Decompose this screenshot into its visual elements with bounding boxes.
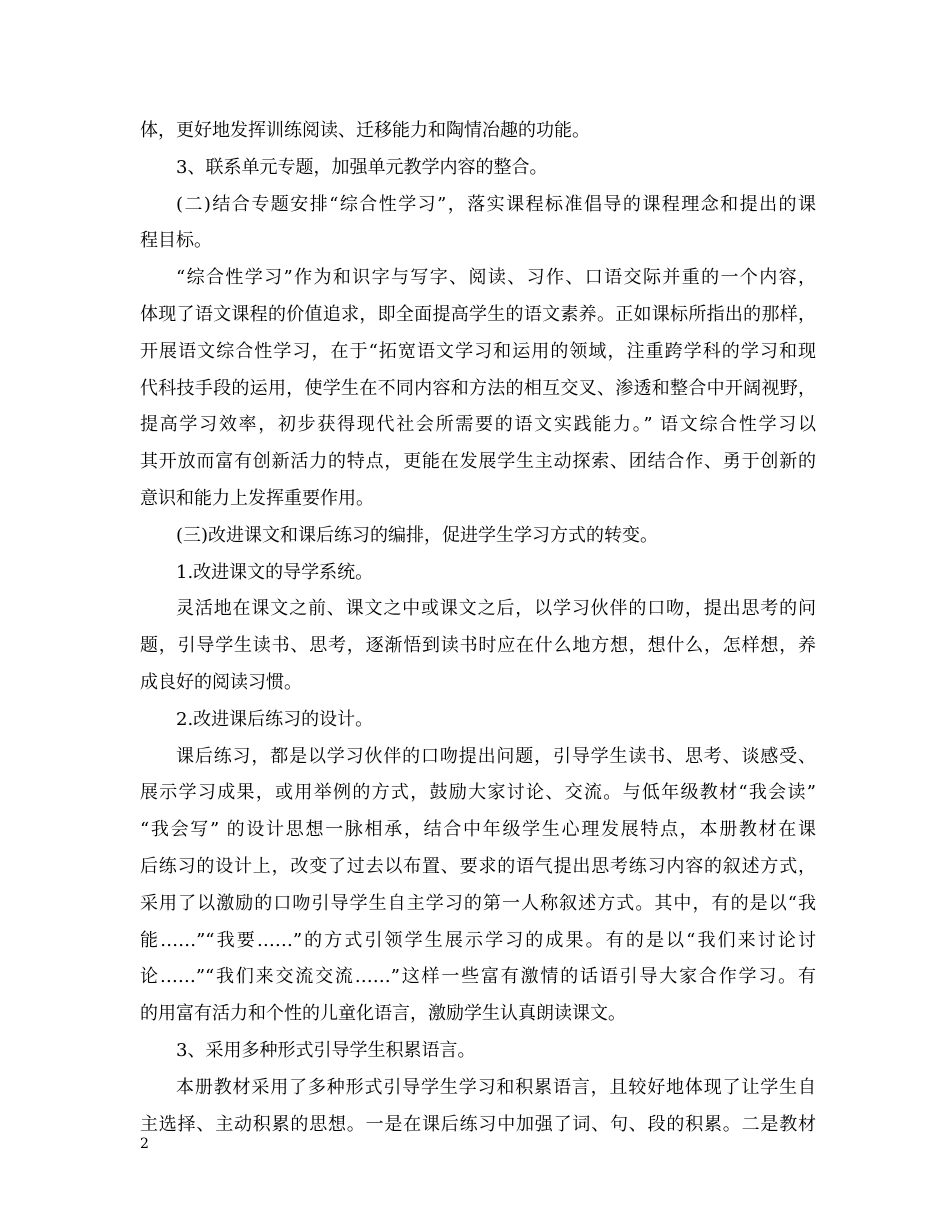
text-line: 成良好的阅读习惯。 [140,671,302,693]
text-line: 3、联系单元专题，加强单元教学内容的整合。 [176,156,548,178]
text-line: 课后练习，都是以学习伙伴的口吻提出问题，引导学生读书、思考、谈感受、 [176,745,816,767]
text-line: 后练习的设计上，改变了过去以布置、要求的语气提出思考练习内容的叙述方式， [140,855,816,877]
text-line: 本册教材采用了多种形式引导学生学习和积累语言，且较好地体现了让学生自 [176,1076,816,1098]
page-number: 2 [140,1136,149,1152]
text-line: “我会写” 的设计思想一脉相承，结合中年级学生心理发展特点，本册教材在课 [140,819,816,841]
text-line: 能……”“我要……”的方式引领学生展示学习的成果。有的是以“我们来讨论讨 [140,929,816,951]
text-line: 主选择、主动积累的思想。一是在课后练习中加强了词、句、段的积累。二是教材 [140,1113,816,1135]
text-line: 3、采用多种形式引导学生积累语言。 [176,1039,476,1061]
text-line: 灵活地在课文之前、课文之中或课文之后，以学习伙伴的口吻，提出思考的问 [176,598,816,620]
text-line: 的用富有活力和个性的儿童化语言，激励学生认真朗读课文。 [140,1003,626,1025]
text-line: 2.改进课后练习的设计。 [176,708,374,730]
text-line: 代科技手段的运用，使学生在不同内容和方法的相互交叉、渗透和整合中开阔视野， [140,377,816,399]
text-line: 体，更好地发挥训练阅读、迁移能力和陶情冶趣的功能。 [140,120,590,141]
text-line: 展示学习成果，或用举例的方式，鼓励大家讨论、交流。与低年级教材“我会读” [140,782,816,804]
text-line: 提高学习效率，初步获得现代社会所需要的语文实践能力。” 语文综合性学习以 [140,414,816,436]
text-line: (三)改进课文和课后练习的编排，促进学生学习方式的转变。 [176,524,659,546]
body-text [140,113,816,1143]
text-line: 开展语文综合性学习，在于“拓宽语文学习和运用的领域，注重跨学科的学习和现 [140,340,816,362]
text-line: 1.改进课文的导学系统。 [176,561,374,583]
text-line: (二)结合专题安排“综合性学习”，落实课程标准倡导的课程理念和提出的课 [176,193,816,215]
text-line: 题，引导学生读书、思考，逐渐悟到读书时应在什么地方想，想什么，怎样想，养 [140,635,816,657]
text-line: 其开放而富有创新活力的特点，更能在发展学生主动探索、团结合作、勇于创新的 [140,451,816,473]
text-line: 体现了语文课程的价值追求，即全面提高学生的语文素养。正如课标所指出的那样， [140,303,816,325]
text-line: 意识和能力上发挥重要作用。 [140,487,374,509]
text-line: 采用了以激励的口吻引导学生自主学习的第一人称叙述方式。其中，有的是以“我 [140,892,816,914]
text-line: “综合性学习”作为和识字与写字、阅读、习作、口语交际并重的一个内容， [176,267,816,289]
text-line: 论……”“我们来交流交流……”这样一些富有激情的话语引导大家合作学习。有 [140,966,816,988]
text-line: 程目标。 [140,230,212,252]
